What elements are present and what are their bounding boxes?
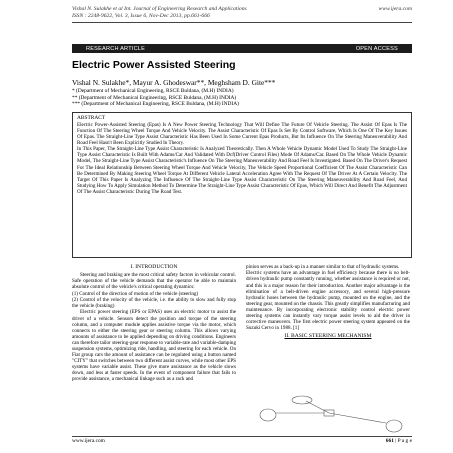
- footer-page-number: 661: [385, 438, 394, 444]
- intro-list-item-2: (2) Control of the velocity of the vehicle, i.e. the ability to slow and fully stop the vehicle (braking): [72, 296, 236, 310]
- figure-front-wheel-left: [260, 409, 276, 421]
- basic-steering-mechanism-heading: II. BASIC STEERING MECHANISM: [284, 332, 372, 339]
- abstract-paragraph-1: Electric Power-Assisted Steering (Epas) Is A New Power Steering Technology That Will Define The Future Of Vehicle Steering. The Assist Of Epas Is The Function Of The Steering Wheel Torque And Vehicle Velocity. The Assist Characteristic Of Epas Is Set By Control Software, Which Is One Of The Key Issues Of Epas. The Straight-Line Type Assist Characteristic Has Been Used In Some Current Epas Products, But Its Influence On The Steering Maneuverability And Road Feel Hasn't Been Explicitly Studied In Theory.: [77, 121, 407, 147]
- author-list: Vishal N. Sulakhe*, Mayur A. Ghodeswar**, Meghsham D. Gite***: [72, 78, 276, 87]
- running-header: [72, 6, 412, 20]
- paper-title: Electric Power Assisted Steering: [72, 59, 236, 71]
- abstract-heading: ABSTRACT: [77, 115, 106, 121]
- research-article-label: RESEARCH ARTICLE: [86, 45, 146, 52]
- affiliations: [72, 88, 412, 108]
- steering-mechanism-figure: [246, 393, 412, 435]
- intro-paragraph-2: Electric power steering (EPS or EPAS) uses an electric motor to assist the driver of a vehicle. Sensors detect the position and torque of the steering column, and a computer module applies assistive torque via the motor, which connects to either the steering gear or steering column. This allows varying amounts of assistance to be applied depending on driving conditions. Engineers can therefore tailor steering-gear response to variable-rate and variable-damping suspension systems, optimizing ride, handling, and steering for each vehicle. On Fiat group cars the amount of assistance can be regulated using a button named "CITY" that switches between two different assist curves, while most other EPS systems have variable assist. These give more assistance as the vehicle slows down, and less at faster speeds. In the event of component failure that fails to provide assistance, a mechanical linkage such as a rack and: [72, 309, 236, 382]
- footer-rule: [72, 436, 412, 437]
- footer-url[interactable]: www.ijera.com: [72, 438, 105, 444]
- abstract-box: [72, 112, 412, 258]
- figure-steering-wheel: [292, 396, 312, 404]
- introduction-heading: I. INTRODUCTION: [130, 264, 178, 270]
- footer-page-number-group: [386, 438, 412, 445]
- page-footer: [72, 438, 412, 445]
- header-issn: ISSN : 2248-9622, Vol. 3, Issue 6, Nov-Dec 2013, pp.661-666: [72, 13, 210, 19]
- header-rule: [72, 22, 412, 23]
- abstract-paragraph-2: In This Paper, The Straight-Line Type Assist Characteristic Is Analyzed Theoretically. Then A Whole Vehicle Dynamic Model Used To Study The Straight-Line Type Assist Characteristic Is Built With Adams/Car And Validated With Dcf(Driver Control Files) Mode Of Adams/Car. Based On The Whole Vehicle Dynamic Model, The Straight-Line Type Assist Characteristic's Influence On The Steering Maneuverability And Road Feel Is Investigated. Based On The Driver's Request For The Ideal Relationship Between Steering Wheel Torque And Vehicle Velocity, The Vehicle Speed Proportional Coefficient Of The Assist Characteristic Can Be Determined By Making Steering Wheel Torque At Different Vehicle Lateral Acceleration Agree With The Request Of The Driver At A Certain Velocity. The Target Of This Paper Is Analyzing The Influence Of The Straight-Line Type Assist Characteristic On The Steering Maneuverability And Road Feel, And Studying How To Apply Simulation Method To Determine The Straight-Line Type Assist Characteristic Of Epas, Which Will Direct And Benefit The Adjustment Of The Assist Characteristic During The Road Test.: [77, 146, 407, 195]
- article-type-bar: [72, 44, 412, 53]
- footer-page-label: | P a g e: [393, 438, 412, 444]
- intro-paragraph-4: Electric systems have an advantage in fuel efficiency because there is no belt-driven hydraulic pump constantly running, whether assistance is required or not, and this is a major reason for their introduction. Another major advantage is the elimination of a belt-driven engine accessory, and several high-pressure hydraulic hoses between the hydraulic pump, mounted on the engine, and the steering gear, mounted on the chassis. This greatly simplifies manufacturing and maintenance. By incorporating electronic stability control electric power steering systems can instantly vary torque assist levels to aid the driver in corrective maneuvers. The first electric power steering system appeared on the Suzuki Cervo in 1988. [1]: [246, 270, 410, 331]
- figure-front-wheel: [386, 420, 402, 432]
- intro-paragraph-1: Steering and braking are the most critical safety factors in vehicular control. Safe operation of the vehicle demands that the operator be able to maintain absolute control of the vehicle's critical operating dynamics:: [72, 272, 236, 291]
- affiliation-2: ** (Department of Mechanical Engineering, RSCE Buldana, (M.H) INDIA): [72, 94, 237, 101]
- figure-tie-rod: [329, 413, 386, 423]
- left-column: [72, 264, 236, 382]
- right-column: [246, 264, 410, 341]
- intro-paragraph-3: pinion serves as a back-up in a manner similar to that of hydraulic systems.: [246, 264, 400, 270]
- header-url[interactable]: www.ijera.com: [378, 6, 412, 12]
- intro-list-item-1: (1) Control of the direction of motion of the vehicle (steering): [72, 290, 199, 297]
- header-citation: Vishal N. Sulakhe et al Int. Journal of Engineering Research and Applications: [72, 6, 247, 12]
- open-access-label: OPEN ACCESS: [355, 45, 398, 52]
- affiliation-3: *** (Department of Mechanical Engineering, RSCE Buldana, (M.H) INDIA): [72, 101, 239, 108]
- affiliation-1: * (Department of Mechanical Engineering, RSCE Buldana, (M.H) INDIA): [72, 88, 234, 94]
